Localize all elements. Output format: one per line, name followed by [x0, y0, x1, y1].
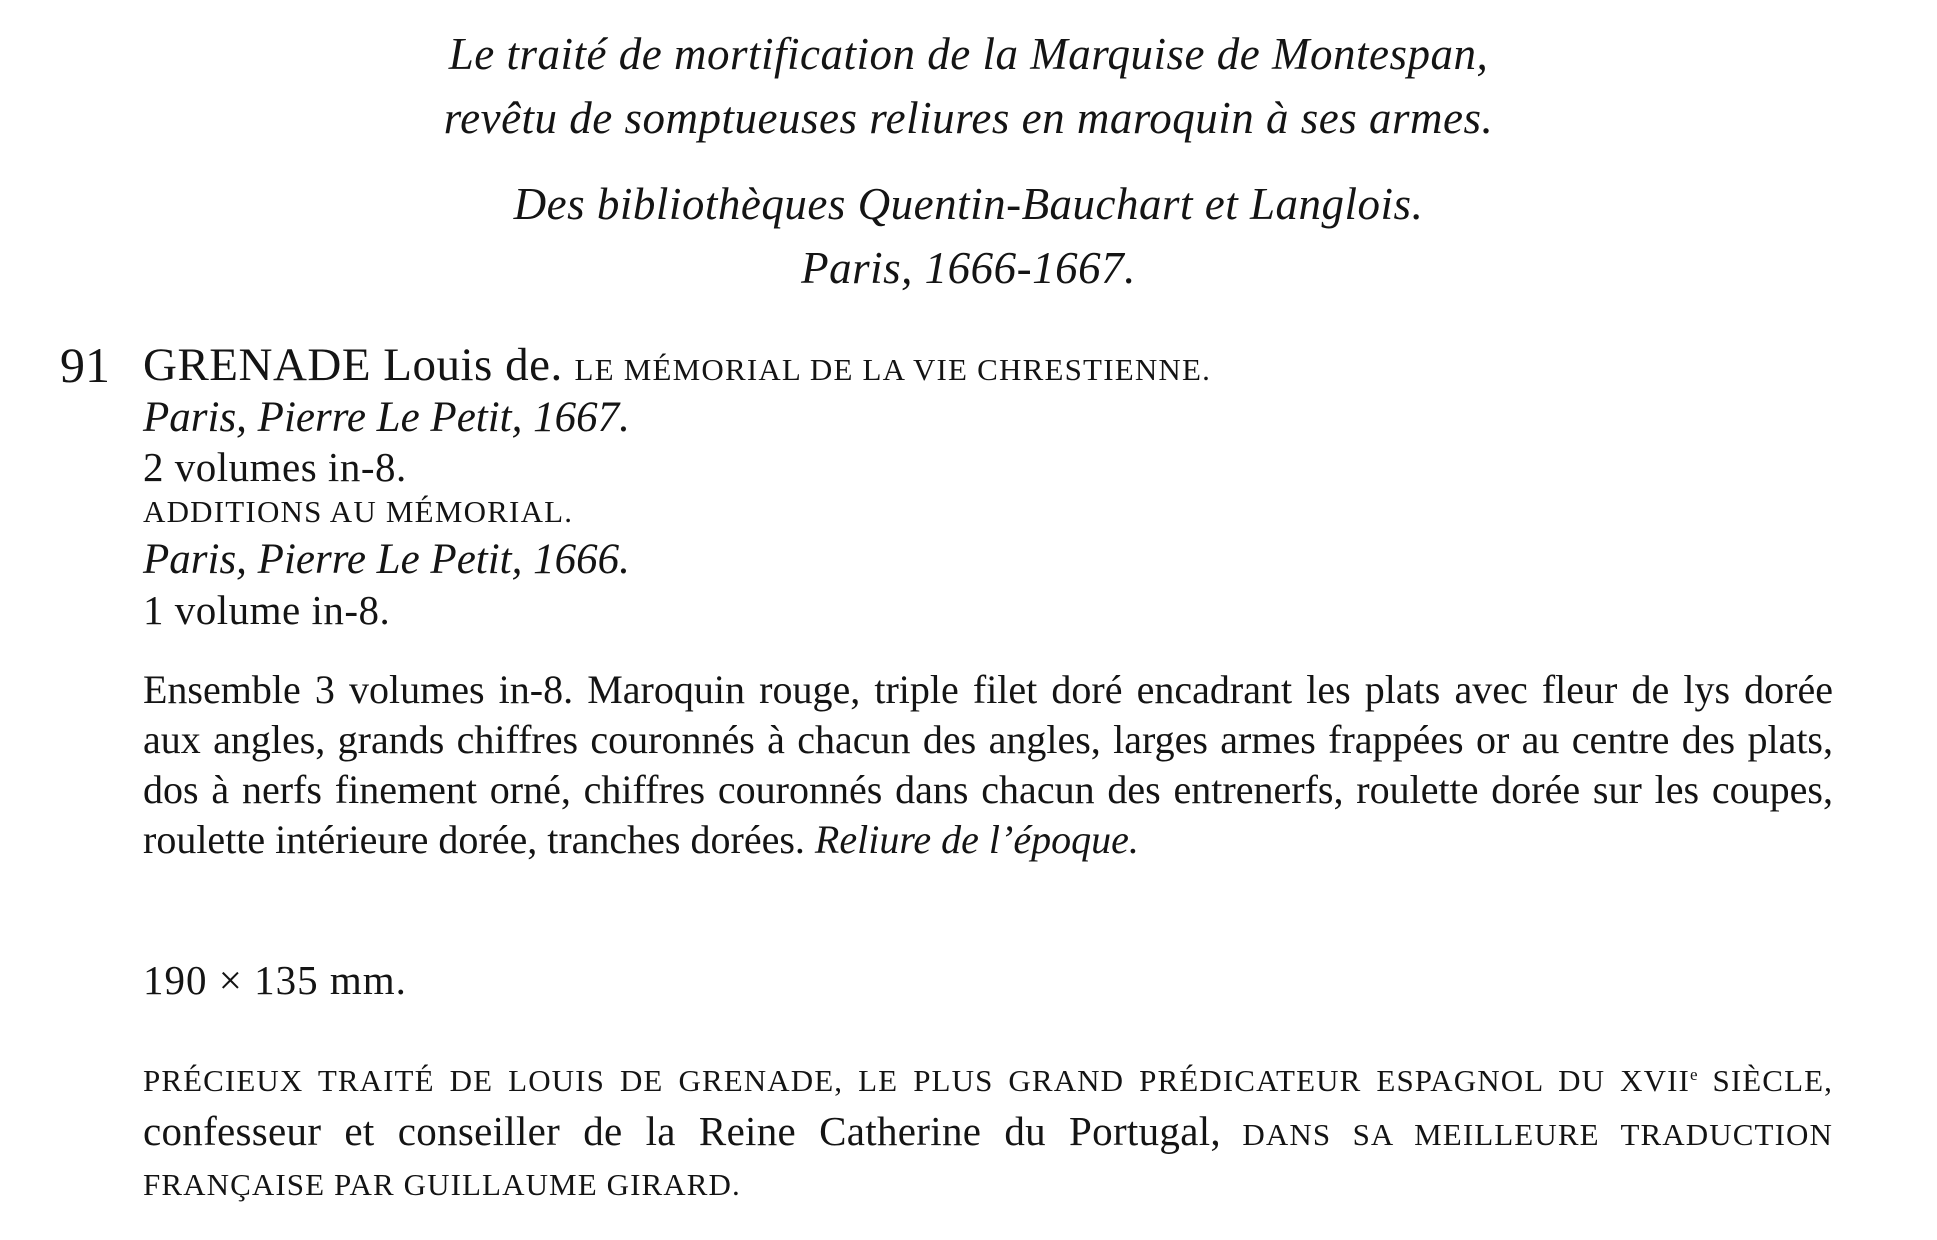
- provenance-heading: [0, 172, 1937, 300]
- collation-1: 2 volumes in-8.: [143, 444, 407, 490]
- catalogue-entry: [0, 335, 1937, 1215]
- work-title-2: ADDITIONS AU MÉMORIAL.: [143, 494, 574, 529]
- note-part-3: confesseur et conseiller de la Reine Catherine du Portugal,: [143, 1108, 1221, 1154]
- imprint-1: Paris, Pierre Le Petit, 1667.: [143, 394, 630, 441]
- note-part-1: PRÉCIEUX TRAITÉ DE LOUIS DE GRENADE, LE PLUS GRAND PRÉDICATEUR ESPAGNOL DU XVII: [143, 1063, 1690, 1098]
- provenance-note: [143, 1050, 1833, 1210]
- description-text: Ensemble 3 volumes in-8. Maroquin rouge, triple filet doré encadrant les plats avec fleur de lys dorée aux angles, grands chiffres couronnés à chacun des angles, larges armes frappées or au centre des plats, dos à nerfs finement orné, chiffres couronnés dans chacun des entrenerfs, roulette dorée sur les coupes, roulette intérieure dorée, tranches dorées.: [143, 667, 1833, 862]
- binding-description: [143, 665, 1833, 865]
- work-title: LE MÉMORIAL DE LA VIE CHRESTIENNE.: [574, 352, 1212, 387]
- place-date-line: Paris, 1666-1667.: [801, 243, 1136, 293]
- intro-heading: [0, 22, 1937, 150]
- note-part-2: SIÈCLE,: [1697, 1063, 1833, 1098]
- note-superscript: e: [1689, 1065, 1698, 1084]
- author-title-line: [143, 335, 1211, 400]
- imprint-2: Paris, Pierre Le Petit, 1666.: [143, 536, 630, 583]
- intro-line-1: Le traité de mortification de la Marquise de Montespan,: [448, 29, 1489, 79]
- note-part-4: DANS SA MEILLEURE TRADUCTION FRANÇAISE PAR GUILLAUME GIRARD.: [143, 1117, 1833, 1202]
- author-name: GRENADE Louis de.: [143, 339, 563, 391]
- dimensions: 190 × 135 mm.: [143, 957, 407, 1003]
- intro-line-2: revêtu de somptueuses reliures en maroquin à ses armes.: [443, 93, 1494, 143]
- collation-2: 1 volume in-8.: [143, 587, 391, 633]
- lot-number: 91: [60, 337, 110, 393]
- provenance-line: Des bibliothèques Quentin-Bauchart et Langlois.: [513, 179, 1424, 229]
- binding-period: Reliure de l’époque.: [814, 817, 1139, 862]
